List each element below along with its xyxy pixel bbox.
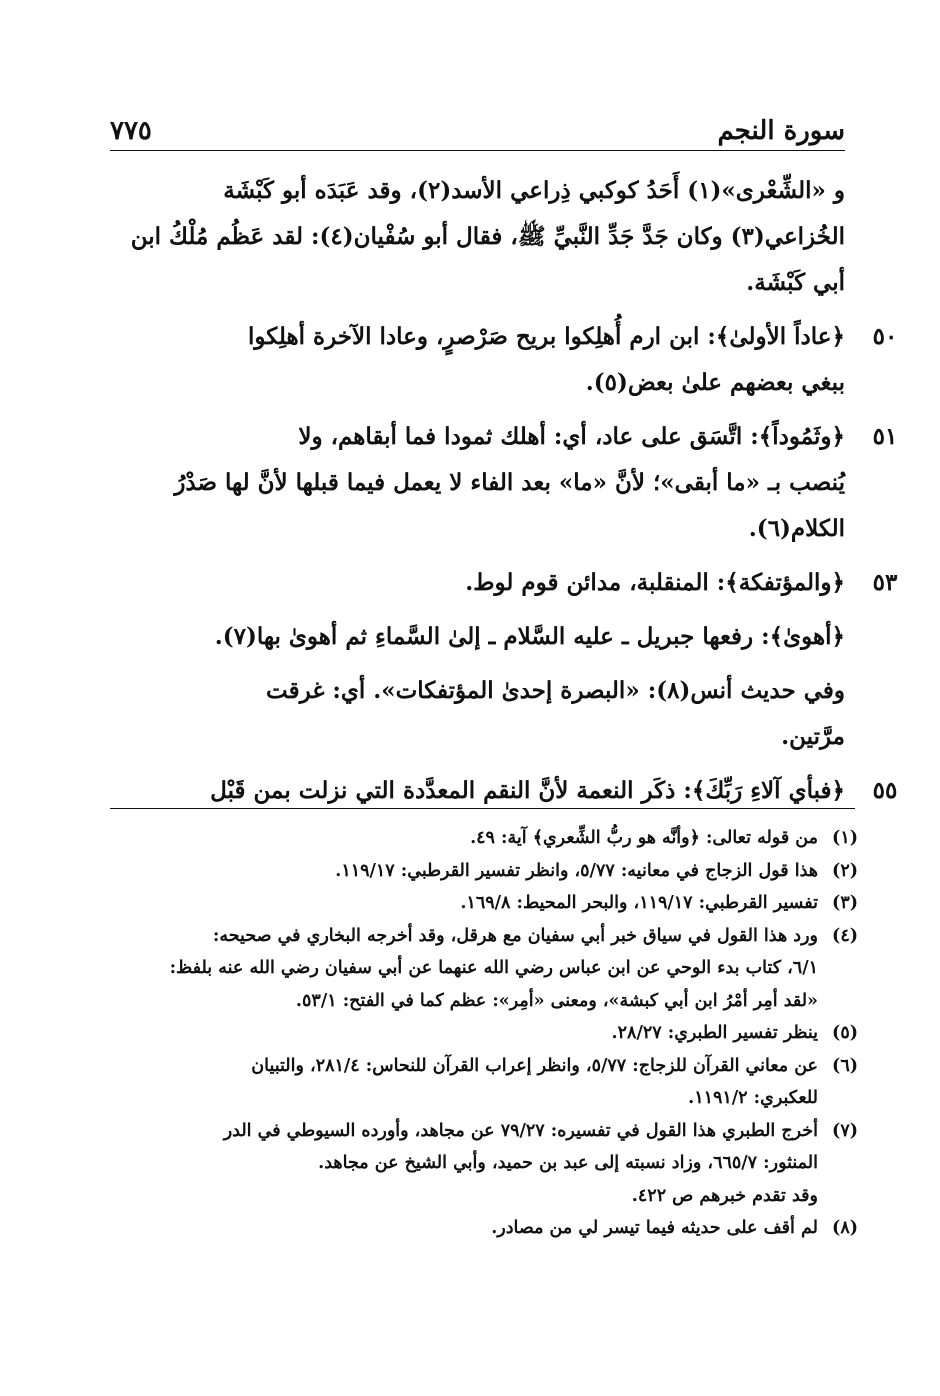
footnote-line: ورد هذا القول في سياق خبر أبي سفيان مع هرقل، وقد أخرجه البخاري في صحيحه: (212, 925, 818, 946)
text-line: أبي كَبْشَة. (746, 269, 845, 296)
surah-title: سورة النجم (717, 116, 845, 146)
main-text (110, 168, 898, 814)
footnote (110, 1017, 858, 1050)
footnote (110, 822, 858, 855)
gloss-entry (110, 614, 845, 660)
text-line: يُنصب بـ «ما أبقى»؛ لأنَّ «ما» بعد الفاء لا يعمل فيما قبلها لأنَّ لها صَدْرُ (174, 469, 845, 496)
footnote-line: وقد تقدم خبرهم ص ٤٢٢. (631, 1185, 818, 1206)
footnote-number: (٣) (832, 893, 858, 913)
footnote-separator (110, 808, 855, 809)
footnote (110, 1115, 858, 1213)
footnote (110, 920, 858, 1018)
continuation-paragraph (110, 168, 845, 306)
footnote-number: (١) (832, 828, 858, 848)
footnote (110, 855, 858, 888)
footnote-line: لم أقف على حديثه فيما تيسر لي من مصادر. (491, 1218, 818, 1238)
footnote (110, 887, 858, 920)
text-line: و «الشِّعْرى»(١) أَحَدُ كوكبي ذِراعي الأسد(٢)، وقد عَبَدَه أبو كَبْشَة (223, 177, 845, 204)
footnote-line: ينظر تفسير الطبري: ٢٨/٢٧. (611, 1023, 818, 1043)
page-number: ٧٧٥ (110, 116, 152, 146)
verse-entry (110, 560, 898, 606)
verse-number: ٥٣ (872, 569, 898, 596)
verse-number: ٥٠ (872, 323, 898, 350)
text-line: مرَّتين. (781, 723, 845, 750)
footnote (110, 1212, 858, 1245)
text-line: ﴿وثَمُوداً﴾: اتَّسَق على عاد، أي: أهلك ثمودا فما أبقاهم، ولا (298, 423, 845, 450)
text-line: ﴿والمؤتفكة﴾: المنقلبة، مدائن قوم لوط. (465, 569, 845, 596)
verse-entry (110, 314, 898, 406)
footnote-line: هذا قول الزجاج في معانيه: ٥/٧٧، وانظر تفسير القرطبي: ١١٩/١٧. (335, 860, 818, 881)
footnote-line: «لقد أمِر أمْرُ ابن أبي كبشة»، ومعنى «أمِر»: عظم كما في الفتح: ٥٣/١. (295, 990, 818, 1011)
text-line: ﴿فبأي آلاءِ رَبِّكَ﴾: ذكَر النعمة لأنَّ النقم المعدَّدة التي نزلت بمن قَبْل (210, 777, 845, 804)
footnote-number: (٤) (832, 925, 858, 946)
text-line: الخُزاعي(٣) وكان جَدَّ جَدِّ النَّبيِّ ﷺ، فقال أبو سُفْيان(٤): لقد عَظُم مُلْكُ ابن (130, 223, 845, 250)
text-line: ببغي بعضهم علىٰ بعض(٥). (585, 369, 845, 396)
gloss-entry (110, 668, 845, 760)
running-header (110, 108, 845, 151)
footnote-number: (٨) (832, 1218, 858, 1238)
footnote-line: للعكبري: ١١٩١/٢. (688, 1088, 818, 1108)
footnote-number: (٥) (832, 1023, 858, 1043)
verse-entry (110, 414, 898, 552)
text-line: وفي حديث أنس(٨): «البصرة إحدىٰ المؤتفكات». أي: غرقت (266, 677, 845, 704)
footnote-line: ٦/١، كتاب بدء الوحي عن ابن عباس رضي الله عنهما عن أبي سفيان رضي الله عنه بلفظ: (169, 958, 818, 978)
footnote-line: من قوله تعالى: ﴿وأنَّه هو ربُّ الشِّعري﴾ آية: ٤٩. (470, 828, 818, 848)
footnote-line: عن معاني القرآن للزجاج: ٥/٧٧، وانظر إعراب القرآن للنحاس: ٢٨١/٤، والتبيان (251, 1055, 818, 1076)
footnote-number: (٦) (832, 1055, 858, 1076)
footnote-line: المنثور: ٦٦٥/٧، وزاد نسبته إلى عبد بن حميد، وأبي الشيخ عن مجاهد. (318, 1153, 818, 1173)
text-line: ﴿أهوىٰ﴾: رفعها جبريل ـ عليه السَّلام ـ إلىٰ السَّماءِ ثم أهوىٰ بها(٧). (214, 623, 845, 650)
footnote (110, 1050, 858, 1115)
footnote-number: (٧) (832, 1120, 858, 1141)
footnote-number: (٢) (832, 860, 858, 881)
footnote-line: تفسير القرطبي: ١١٩/١٧، والبحر المحيط: ١٦٩/٨. (460, 893, 818, 913)
footnote-line: أخرج الطبري هذا القول في تفسيره: ٧٩/٢٧ عن مجاهد، وأورده السيوطي في الدر (223, 1120, 818, 1141)
text-line: ﴿عاداً الأولىٰ﴾: ابن ارم أُهلِكوا بريح صَرْصرٍ، وعادا الآخرة أهلِكوا (247, 323, 845, 350)
footnotes (110, 822, 858, 1245)
verse-number: ٥١ (872, 423, 898, 450)
verse-number: ٥٥ (872, 777, 898, 804)
text-line: الكلام(٦). (748, 515, 845, 542)
